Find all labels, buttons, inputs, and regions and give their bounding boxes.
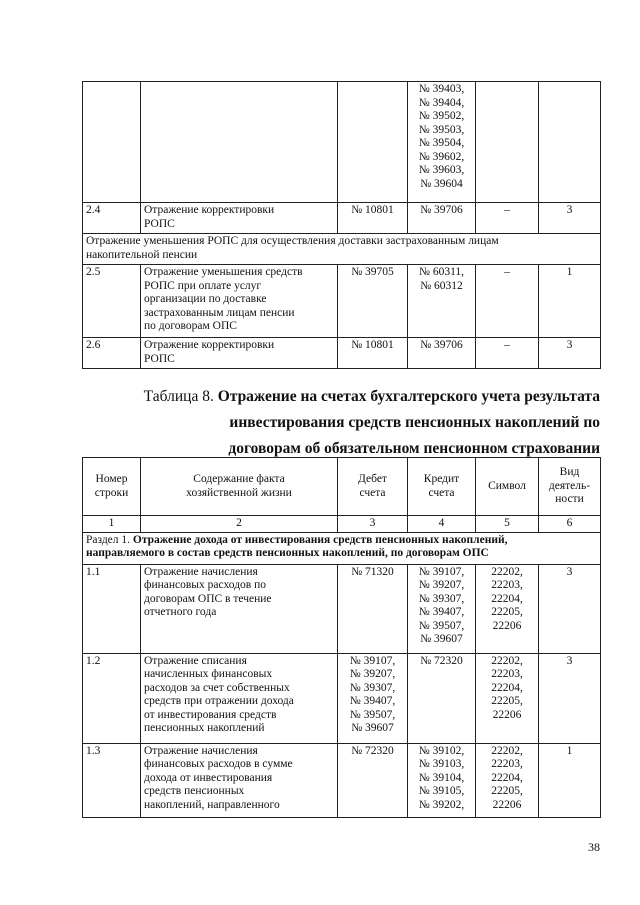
row-credit: № 39706 [408,338,476,369]
column-number: 3 [338,516,408,533]
column-number: 2 [141,516,338,533]
row-number: 1.2 [83,653,141,743]
header-row-number: Номер строки [83,458,141,516]
table-row [83,82,601,203]
caption-prefix: Таблица 8. [143,388,214,405]
row-debet: № 71320 [338,564,408,653]
row-number: 2.4 [83,203,141,234]
row-number [83,82,141,203]
caption-line-1: Отражение на счетах бухгалтерского учета результата [217,388,600,405]
row-kind: 3 [539,338,601,369]
row-number: 1.1 [83,564,141,653]
accounting-table-continued [82,81,601,369]
row-credit: № 39403, № 39404, № 39502, № 39503, № 39504, № 39602, № 39603, № 39604 [408,82,476,203]
row-symbol: – [476,203,539,234]
header-debet: Дебет счета [338,458,408,516]
row-symbol: 22202, 22203, 22204, 22205, 22206 [476,653,539,743]
header-kind: Вид деятель- ности [539,458,601,516]
row-content: Отражение начисления финансовых расходов по договорам ОПС в течение отчетного года [141,564,338,653]
row-content: Отражение списания начисленных финансовых расходов за счет собственных средств при отражении дохода от инвестирования средств пенсионных накоплений [141,653,338,743]
row-content: Отражение корректировки РОПС [141,203,338,234]
table-row [83,743,601,817]
table-row [83,653,601,743]
row-kind: 1 [539,743,601,817]
column-number: 4 [408,516,476,533]
caption-line-2: инвестирования средств пенсионных накоплений по [229,414,600,431]
row-credit: № 39107, № 39207, № 39307, № 39407, № 39507, № 39607 [408,564,476,653]
row-content [141,82,338,203]
row-kind [539,82,601,203]
row-credit: № 39102, № 39103, № 39104, № 39105, № 39202, [408,743,476,817]
row-symbol: – [476,265,539,338]
row-symbol: 22202, 22203, 22204, 22205, 22206 [476,564,539,653]
row-debet: № 72320 [338,743,408,817]
row-number: 2.6 [83,338,141,369]
table-header-row [83,458,601,516]
row-debet: № 10801 [338,338,408,369]
table-row [83,203,601,234]
row-credit: № 39706 [408,203,476,234]
row-content: Отражение начисления финансовых расходов в сумме дохода от инвестирования средств пенсионных накоплений, направленного [141,743,338,817]
section-name: Раздел 1. [86,533,131,546]
page-number: 38 [588,840,600,854]
column-number: 1 [83,516,141,533]
row-debet: № 39107, № 39207, № 39307, № 39407, № 39507, № 39607 [338,653,408,743]
header-credit: Кредит счета [408,458,476,516]
row-debet [338,82,408,203]
section-title: Отражение дохода от инвестирования средств пенсионных накоплений, направляемого в состав средств пенсионных накоплений, по договорам ОПС [86,533,508,559]
column-numbers-row [83,516,601,533]
column-number: 6 [539,516,601,533]
section-row [83,532,601,564]
row-credit: № 60311, № 60312 [408,265,476,338]
row-credit: № 72320 [408,653,476,743]
table-row [83,338,601,369]
row-content: Отражение уменьшения средств РОПС при оплате услуг организации по доставке застрахованным лицам пенсии по договорам ОПС [141,265,338,338]
row-symbol: – [476,338,539,369]
header-content: Содержание факта хозяйственной жизни [141,458,338,516]
row-number: 1.3 [83,743,141,817]
row-debet: № 10801 [338,203,408,234]
row-kind: 3 [539,653,601,743]
accounting-table-8 [82,457,601,818]
row-kind: 3 [539,564,601,653]
table-row-span [83,234,601,265]
row-number: 2.5 [83,265,141,338]
column-number: 5 [476,516,539,533]
row-symbol [476,82,539,203]
table-row [83,564,601,653]
table-caption [120,384,600,462]
row-kind: 3 [539,203,601,234]
row-content: Отражение корректировки РОПС [141,338,338,369]
header-symbol: Символ [476,458,539,516]
section-heading [83,532,601,564]
row-debet: № 39705 [338,265,408,338]
row-span-text: Отражение уменьшения РОПС для осуществления доставки застрахованным лицам накопительной пенсии [83,234,601,265]
row-symbol: 22202, 22203, 22204, 22205, 22206 [476,743,539,817]
table-row [83,265,601,338]
row-kind: 1 [539,265,601,338]
caption-line-3: договорам об обязательном пенсионном страховании [228,440,600,457]
